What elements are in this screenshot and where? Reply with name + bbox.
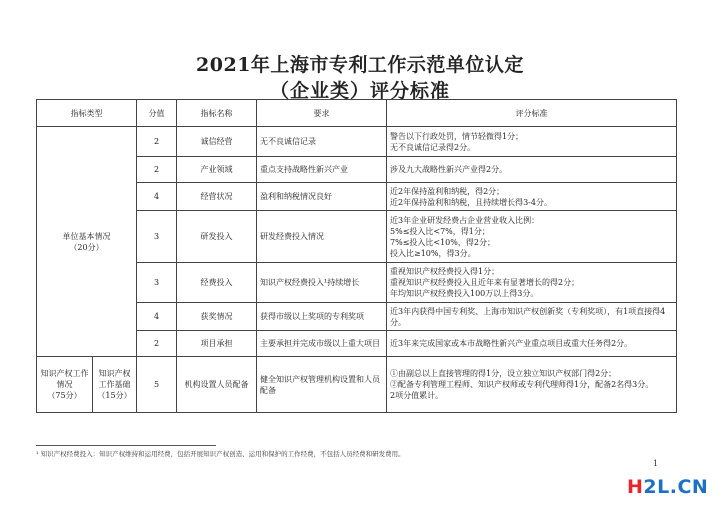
group-ip-label: 知识产权工作情况: [40, 369, 89, 389]
row-score: 2: [137, 331, 177, 357]
row-name: 经营状况: [177, 183, 257, 211]
watermark-h: H: [627, 476, 644, 498]
row-name: 产业领域: [177, 157, 257, 183]
footnote-divider: [36, 445, 216, 446]
std-line: 警告以下行政处罚，情节轻微得1分；: [390, 131, 524, 141]
row-requirement: 重点支持战略性新兴产业: [257, 157, 387, 183]
std-line: 近3年企业研发经费占企业营业收入比例：: [390, 215, 540, 225]
std-line: 涉及九大战略性新兴产业得2分。: [390, 165, 508, 174]
row-score: 4: [137, 303, 177, 331]
row-standard: [387, 157, 677, 183]
row-name: 项目承担: [177, 331, 257, 357]
std-line: 5%≤投入比<7%，得1分；: [390, 226, 490, 236]
row-score: 5: [137, 357, 177, 413]
row-requirement: 盈利和纳税情况良好: [257, 183, 387, 211]
header-name: 指标名称: [177, 100, 257, 127]
row-standard: [387, 331, 677, 357]
header-score: 分值: [137, 100, 177, 127]
scoring-table: [36, 99, 677, 413]
row-name: 获奖情况: [177, 303, 257, 331]
std-line: 2项分值累计。: [390, 391, 444, 400]
table-row: [37, 357, 677, 413]
row-name: 诚信经营: [177, 127, 257, 157]
std-line: ①由副总以上直接管理的得1分，设立独立知识产权部门得2分；: [390, 369, 617, 378]
std-line: 重视知识产权经费投入得1分；: [390, 267, 500, 276]
std-line: 近2年保持盈利和纳税，且持续增长得3-4分。: [390, 197, 552, 207]
row-score: 4: [137, 183, 177, 211]
std-line: 无不良诚信记录得2分。: [390, 142, 476, 152]
page-title-line2: （企业类）评分标准: [269, 80, 450, 102]
row-standard: [387, 303, 677, 331]
group-basic-label: 单位基本情况: [62, 231, 111, 241]
subgroup-ip-label: 知识产权工作基础: [98, 369, 131, 389]
group-ip-points: （75分）: [47, 391, 82, 400]
row-requirement: 研发经费投入情况: [257, 211, 387, 263]
subgroup-ip-basis: [93, 357, 137, 413]
row-standard: [387, 263, 677, 303]
std-line: ②配备专利管理工程师、知识产权师或专利代理师得1分，配备2名得3分。: [390, 380, 654, 389]
footnote: ¹ 知识产权经费投入：知识产权维持和运用经费，包括开展知识产权创造、运用和保护的工作经费，不包括人员经费和研发费用。: [36, 450, 405, 458]
watermark-logo: [627, 476, 708, 498]
row-standard: [387, 357, 677, 413]
std-line: 年均知识产权经费投入100万以上得3分。: [390, 289, 539, 298]
row-requirement: 主要承担并完成市级以上重大项目: [257, 331, 387, 357]
row-name: 研发投入: [177, 211, 257, 263]
row-score: 2: [137, 157, 177, 183]
group-ip-work: [37, 357, 93, 413]
row-requirement: 无不良诚信记录: [257, 127, 387, 157]
row-score: 3: [137, 263, 177, 303]
std-line: 投入比≥10%，得3分。: [390, 248, 476, 258]
table-row: [37, 127, 677, 157]
watermark-rest: 2L.CN: [643, 476, 709, 498]
row-requirement: 知识产权经费投入¹持续增长: [257, 263, 387, 303]
subgroup-ip-points: （15分）: [97, 391, 132, 400]
row-name: 机构设置人员配备: [177, 357, 257, 413]
group-basic-points: （20分）: [69, 242, 104, 252]
row-name: 经费投入: [177, 263, 257, 303]
row-standard: [387, 211, 677, 263]
row-score: 3: [137, 211, 177, 263]
std-line: 7%≤投入比<10%，得2分；: [390, 237, 495, 247]
table-header-row: [37, 100, 677, 127]
row-standard: [387, 183, 677, 211]
row-score: 2: [137, 127, 177, 157]
std-line: 重视知识产权经费投入且近年来有显著增长的得2分；: [390, 278, 580, 287]
header-requirement: 要求: [257, 100, 387, 127]
std-line: 近3年内获得中国专利奖、上海市知识产权创新奖（专利奖项），有1项直接得4分。: [390, 306, 666, 327]
row-requirement: 获得市级以上奖项的专利奖项: [257, 303, 387, 331]
header-standard: 评分标准: [387, 100, 677, 127]
page-title-line1: 2021年上海市专利工作示范单位认定: [196, 54, 524, 76]
std-line: 近3年来完成国家或本市战略性新兴产业重点项目或重大任务得2分。: [390, 339, 633, 348]
page-number: 1: [653, 459, 659, 468]
row-standard: [387, 127, 677, 157]
std-line: 近2年保持盈利和纳税，得2分；: [390, 186, 505, 196]
group-basic-info: [37, 127, 137, 357]
header-type: 指标类型: [37, 100, 137, 127]
row-requirement: 健全知识产权管理机构设置和人员配备: [257, 357, 387, 413]
